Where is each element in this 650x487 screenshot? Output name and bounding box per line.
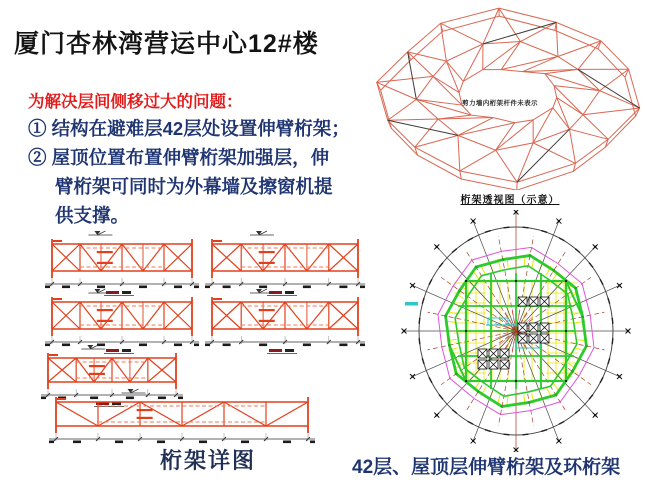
details-caption: 桁架详图 bbox=[159, 448, 256, 473]
truss-perspective-diagram bbox=[372, 2, 648, 190]
bullet-line: ② 屋顶位置布置伸臂桁架加强层，伸 bbox=[28, 147, 330, 168]
problem-text-block bbox=[28, 90, 368, 230]
bullet-line: 供支撑。 bbox=[55, 205, 130, 226]
bullet-line: 臂桁架可同时为外幕墙及擦窗机提 bbox=[55, 176, 333, 197]
page-title: 厦门杏林湾营运中心12#楼 bbox=[14, 30, 319, 58]
problem-heading: 为解决层间侧移过大的问题： bbox=[28, 93, 243, 111]
plan-caption: 42层、屋顶层伸臂桁架及环桁架 bbox=[352, 457, 621, 478]
bullet-list bbox=[28, 114, 368, 230]
floor-plan-diagram bbox=[383, 210, 647, 452]
bullet-line: ① 结构在避难层42层处设置伸臂桁架； bbox=[28, 118, 350, 139]
truss-details-diagram bbox=[30, 228, 370, 444]
perspective-note: 剪力墙内桁架杆件未表示 bbox=[462, 100, 538, 107]
perspective-caption: 桁架透视图（示意） bbox=[460, 195, 560, 206]
